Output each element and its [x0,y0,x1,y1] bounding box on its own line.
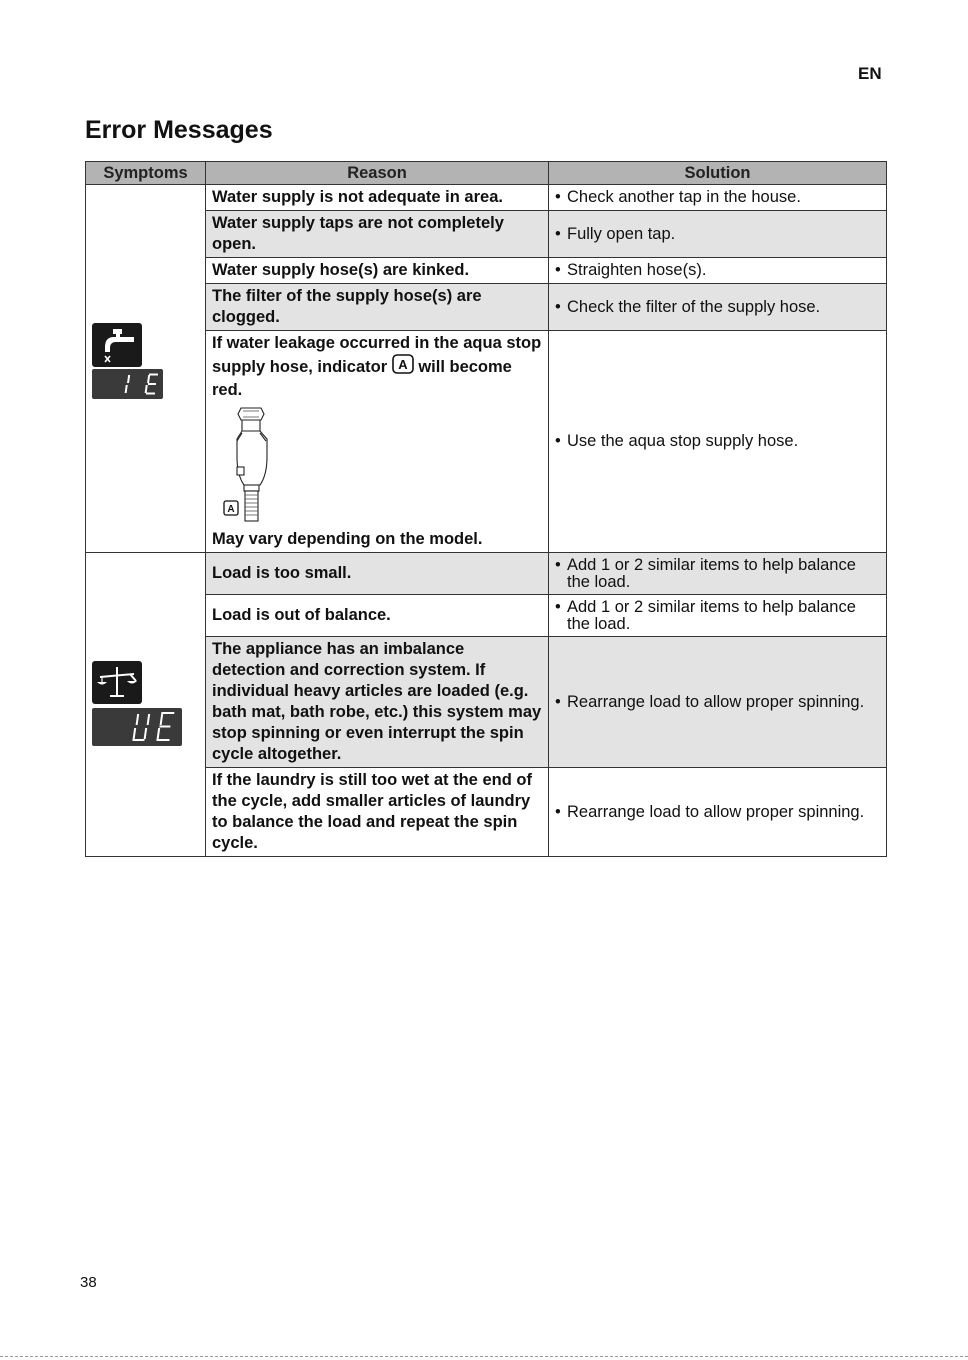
language-code: EN [858,64,882,83]
reason-cell: Water supply taps are not completely open. [206,211,549,258]
solution-text: • Rearrange load to allow proper spinning. [555,694,880,711]
reason-cell: Water supply is not adequate in area. [206,185,549,211]
indicator-label: A [398,357,408,372]
reason-cell: Load is out of balance. [206,595,549,637]
table-row [86,284,887,331]
aqua-stop-hose-image [220,405,280,523]
column-header-reason: Reason [206,162,549,185]
solution-text: • Add 1 or 2 similar items to help balance the load. [555,599,880,633]
solution-text: • Fully open tap. [555,226,880,243]
indicator-a-icon [392,354,414,380]
reason-cell: The filter of the supply hose(s) are clogged. [206,284,549,331]
reason-cell: Load is too small. [206,553,549,595]
bottom-divider [0,1356,968,1357]
solution-text: • Rearrange load to allow proper spinning. [555,804,880,821]
reason-text: will become red. [212,358,512,399]
table-row [86,211,887,258]
error-messages-table [85,161,887,857]
reason-text: If water leakage occurred in the aqua stop supply hose, indicator [212,334,542,376]
column-header-solution: Solution [549,162,887,185]
solution-cell [549,637,887,768]
symptom-cell-1e [86,185,206,553]
table-row [86,637,887,768]
solution-text: • Use the aqua stop supply hose. [555,433,880,450]
reason-note: May vary depending on the model. [212,530,483,548]
column-header-symptoms: Symptoms [86,162,206,185]
reason-cell: The appliance has an imbalance detection and correction system. If individual heavy articles are loaded (e.g. bath mat, bath robe, etc.) this system may stop spinning or even interrupt the spin cycle altogether. [206,637,549,768]
balance-scale-icon [92,661,142,704]
table-row [86,258,887,284]
solution-text: • Check another tap in the house. [555,189,880,206]
symptom-cell-ue [86,553,206,857]
page-number: 38 [80,1274,97,1291]
solution-cell [549,258,887,284]
solution-cell [549,768,887,857]
solution-cell [549,284,887,331]
table-row [86,768,887,857]
error-code-display-ue [92,708,182,746]
reason-cell [206,331,549,553]
solution-text: • Add 1 or 2 similar items to help balance the load. [555,557,880,591]
reason-cell: If the laundry is still too wet at the end of the cycle, add smaller articles of laundry to balance the load and repeat the spin cycle. [206,768,549,857]
solution-cell [549,553,887,595]
error-code-display-1e [92,369,163,399]
table-row [86,553,887,595]
table-row [86,595,887,637]
solution-cell [549,331,887,553]
solution-cell [549,211,887,258]
table-header-row [86,162,887,185]
reason-cell: Water supply hose(s) are kinked. [206,258,549,284]
solution-text: • Check the filter of the supply hose. [555,299,880,316]
hose-callout-label: A [227,504,235,515]
table-row [86,331,887,553]
solution-cell [549,185,887,211]
solution-text: • Straighten hose(s). [555,262,880,279]
solution-cell [549,595,887,637]
table-row [86,185,887,211]
water-tap-icon [92,323,142,367]
page-title: Error Messages [85,116,273,144]
